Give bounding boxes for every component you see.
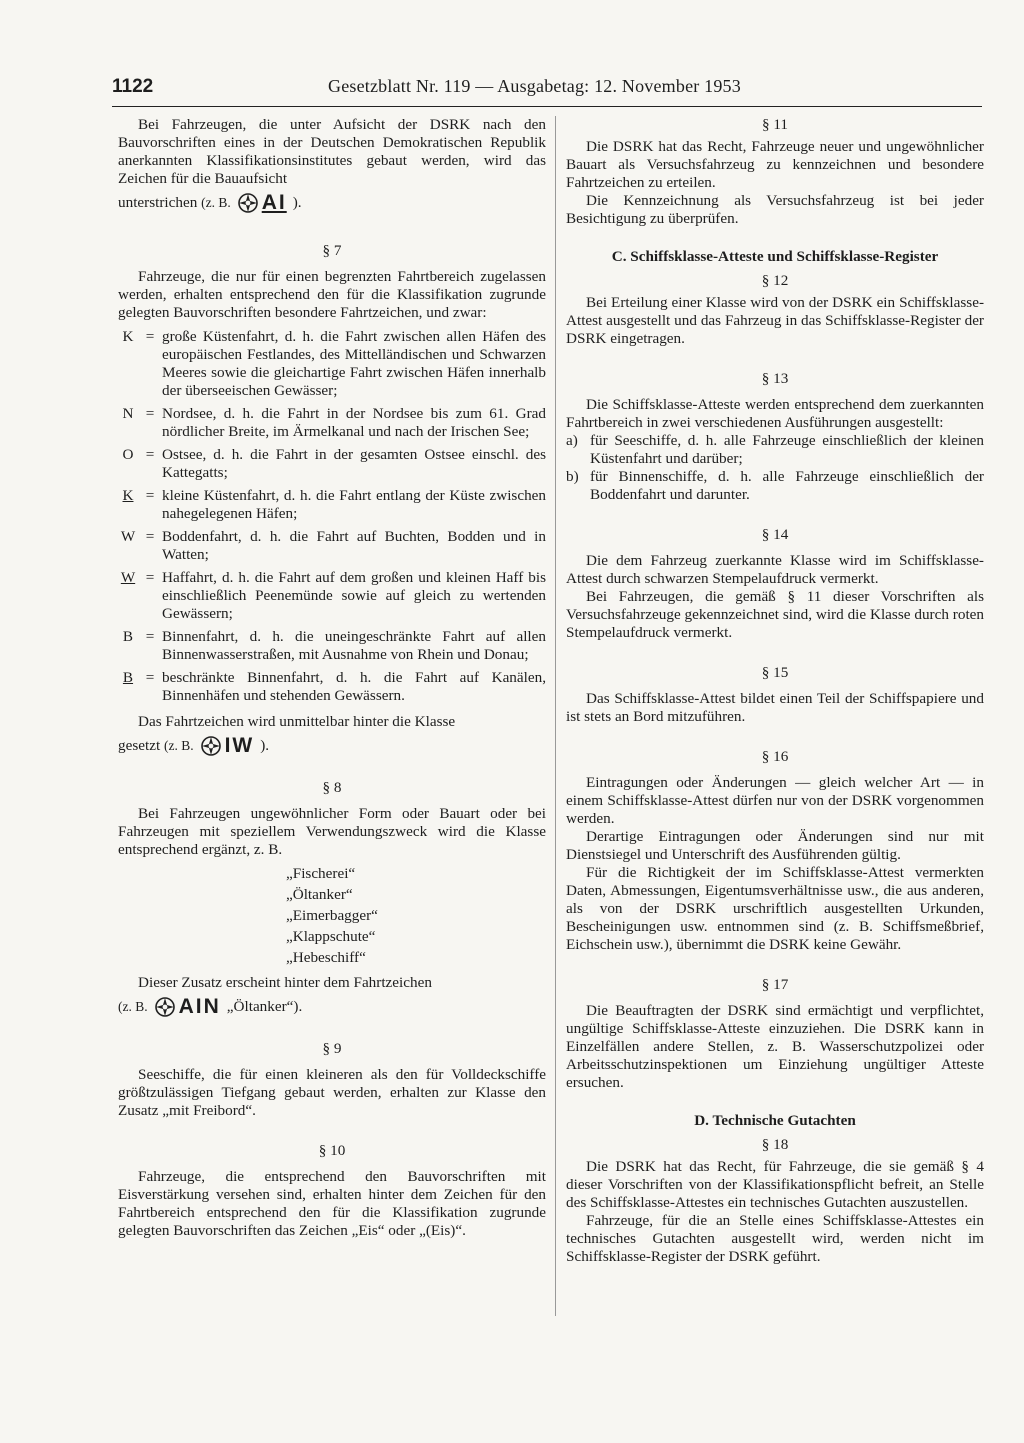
intro-end-text: unterstrichen [118, 194, 198, 211]
definition-text: Haffahrt, d. h. die Fahrt auf dem großen und kleinen Haff bis einschließlich Peenemünde sowie auf gleich zu wertenden Gewässern; [162, 569, 546, 622]
section-8-eg-text: (z. B. [118, 999, 148, 1014]
section-heading-12: § 12 [761, 272, 789, 289]
definition-item [118, 328, 546, 400]
example-item: „Hebeschiff“ [286, 949, 366, 966]
definition-text: beschränkte Binnenfahrt, d. h. die Fahrt auf Kanälen, Binnenhäfen und stehenden Gewässern. [162, 669, 546, 704]
section-8-close-text: „Öltanker“). [226, 998, 303, 1015]
section-11-text-1: Die DSRK hat das Recht, Fahrzeuge neuer und ungewöhnlicher Bauart als Versuchsfahrzeug zu kennzeichnen und besondere Fahrtzeichen zu erteilen. [566, 138, 984, 191]
definition-code: O [122, 446, 134, 463]
definition-item [118, 669, 546, 705]
fahrtzeichen-mark [200, 735, 255, 757]
fahrtzeichen-mark-line [118, 735, 546, 757]
section-9-text: Seeschiffe, die für einen kleineren als den für Volldeckschiffe größtzulässigen Tiefgang gebaut werden, erhalten zur Klasse den Zusatz „mit Freibord“. [118, 1066, 546, 1119]
sub-item [566, 468, 984, 504]
section-heading-14: § 14 [761, 526, 789, 543]
section-c-heading: C. Schiffsklasse-Atteste und Schiffsklasse-Register [611, 248, 939, 265]
section-heading-7: § 7 [322, 242, 342, 259]
definition-equals: = [145, 669, 155, 686]
running-title: Gesetzblatt Nr. 119 — Ausgabetag: 12. November 1953 [328, 76, 741, 96]
zusatz-mark [154, 996, 221, 1018]
section-17-text: Die Beauftragten der DSRK sind ermächtigt und verpflichtet, ungültige Schiffsklasse-Atteste einzuziehen. Die DSRK kann in Einzelfällen andere Stellen, z. B. Wasserschutzpolizei oder Arbeitsschutzinspektionen um Einziehung ungültiger Atteste ersuchen. [566, 1002, 984, 1091]
section-18-text-1: Die DSRK hat das Recht, für Fahrzeuge, die sie gemäß § 4 dieser Vorschriften von der Klassifikationspflicht befreit, an Stelle des Schiffsklasse-Attestes ein technisches Gutachten auszustellen. [566, 1158, 984, 1211]
section-heading-9: § 9 [322, 1040, 342, 1057]
maltese-cross-icon [200, 735, 222, 757]
definition-equals: = [145, 569, 155, 586]
maltese-cross-icon [154, 996, 176, 1018]
definition-equals: = [145, 487, 155, 504]
section-11-text-2: Die Kennzeichnung als Versuchsfahrzeug ist bei jeder Besichtigung zu überprüfen. [566, 192, 984, 227]
section-heading-10: § 10 [318, 1142, 346, 1159]
section-heading-11: § 11 [761, 116, 788, 133]
section-8-text: Bei Fahrzeugen ungewöhnlicher Form oder Bauart oder bei Fahrzeugen mit speziellem Verwendungszweck wird die Klasse entsprechend ergänzt, z. B. [118, 805, 546, 858]
section-16-text-2: Derartige Eintragungen oder Änderungen sind nur mit Dienstsiegel und Unterschrift des Ausführenden gültig. [566, 828, 984, 863]
definition-text: Boddenfahrt, d. h. die Fahrt auf Buchten, Bodden und in Watten; [162, 528, 546, 563]
section-d-heading: D. Technische Gutachten [694, 1112, 856, 1129]
definition-code: K [122, 328, 134, 345]
definition-code: K [122, 487, 134, 504]
sub-item-text: für Binnenschiffe, d. h. alle Fahrzeuge einschließlich der Boddenfahrt und darunter. [590, 468, 984, 503]
section-heading-13: § 13 [761, 370, 789, 387]
section-16-text-1: Eintragungen oder Änderungen — gleich welcher Art — in einem Schiffsklasse-Attest dürfen nur von der DSRK vorgenommen werden. [566, 774, 984, 827]
definition-text: kleine Küstenfahrt, d. h. die Fahrt entlang der Küste zwischen nahegelegenen Häfen; [162, 487, 546, 522]
definition-item [118, 628, 546, 664]
intro-eg-text: (z. B. [201, 195, 231, 210]
definition-text: Nordsee, d. h. die Fahrt in der Nordsee bis zum 61. Grad nördlicher Breite, im Ärmelkanal und nach der Irischen See; [162, 405, 546, 440]
definition-code: W [120, 528, 136, 545]
definition-equals: = [145, 528, 155, 545]
sub-item-text: für Seeschiffe, d. h. alle Fahrzeuge einschließlich der kleinen Küstenfahrt und darüber; [590, 432, 984, 467]
section-heading-8: § 8 [322, 779, 342, 796]
section-heading-16: § 16 [761, 748, 789, 765]
section-15-text: Das Schiffsklasse-Attest bildet einen Teil der Schiffspapiere und ist stets an Bord mitzuführen. [566, 690, 984, 725]
section-heading-15: § 15 [761, 664, 789, 681]
definition-equals: = [145, 405, 155, 422]
fahrtzeichen-list [118, 328, 546, 705]
section-8-after-text: Dieser Zusatz erscheint hinter dem Fahrtzeichen [138, 974, 432, 991]
section-14-text-1: Die dem Fahrzeug zuerkannte Klasse wird im Schiffsklasse-Attest durch schwarzen Stempelaufdruck vermerkt. [566, 552, 984, 587]
section-7-after-end: gesetzt [118, 737, 161, 754]
class-mark-letters: AI [261, 191, 287, 214]
definition-code: B [122, 628, 134, 645]
definition-item [118, 405, 546, 441]
definition-item [118, 569, 546, 623]
intro-close-text: ). [292, 194, 302, 211]
section-16-text-3: Für die Richtigkeit der im Schiffsklasse-Attest vermerkten Daten, Abmessungen, Eigentumsverhältnisse usw., die aus anderen, als von der DSRK urschriftlich ausgestellten Urkunden, Bescheinigungen usw. entnommen sind (z. B. Schiffsmeßbrief, Eichschein usw.), übernimmt die DSRK keine Gewähr. [566, 864, 984, 953]
fahrtzeichen-mark-letters: IW [224, 734, 255, 757]
example-item: „Fischerei“ [286, 865, 356, 882]
zusatz-mark-line [118, 996, 546, 1018]
definition-item [118, 446, 546, 482]
sub-item [566, 432, 984, 468]
left-column [118, 116, 546, 1240]
definition-equals: = [145, 446, 155, 463]
definition-text: große Küstenfahrt, d. h. die Fahrt zwischen allen Häfen des europäischen Festlandes, des Mittelländischen und Schwarzen Meeres sowie die gleichartige Fahrt zwischen Häfen innerhalb der überseeischen Gewässer; [162, 328, 546, 399]
sub-item-letter: a) [566, 432, 578, 449]
maltese-cross-icon [237, 192, 259, 214]
definition-code: W [120, 569, 136, 586]
section-7-close-text: ). [260, 737, 270, 754]
section-heading-17: § 17 [761, 976, 789, 993]
sub-item-letter: b) [566, 468, 579, 485]
page-header [112, 72, 982, 107]
intro-paragraph: Bei Fahrzeugen, die unter Aufsicht der DSRK nach den Bauvorschriften eines in der Deutschen Demokratischen Republik anerkannten Klassifikationsinstitutes gebaut werden, wird das Zeichen für die Bauaufsicht [118, 116, 546, 187]
zusatz-mark-letters: AIN [178, 995, 221, 1018]
section-7-text: Fahrzeuge, die nur für einen begrenzten Fahrtbereich zugelassen werden, erhalten entsprechend den für die Klassifikation zugrunde gelegten Bauvorschriften besondere Fahrtzeichen, und zwar: [118, 268, 546, 321]
definition-code: B [122, 669, 134, 686]
section-13-text: Die Schiffsklasse-Atteste werden entsprechend dem zuerkannten Fahrtbereich in zwei verschiedenen Ausführungen ausgestellt: [566, 396, 984, 431]
section-14-text-2: Bei Fahrzeugen, die gemäß § 11 dieser Vorschriften als Versuchsfahrzeuge gekennzeichnet sind, wird die Klasse durch roten Stempelaufdruck vermerkt. [566, 588, 984, 641]
example-item: „Eimerbagger“ [286, 907, 378, 924]
section-18-text-2: Fahrzeuge, für die an Stelle eines Schiffsklasse-Attestes ein technisches Gutachten ausgestellt wird, werden nicht im Schiffsklasse-Register der DSRK geführt. [566, 1212, 984, 1265]
definition-code: N [122, 405, 134, 422]
section-7-eg-text: (z. B. [163, 738, 194, 753]
definition-item [118, 487, 546, 523]
section-7-after-text: Das Fahrtzeichen wird unmittelbar hinter die Klasse [138, 713, 456, 730]
definition-text: Ostsee, d. h. die Fahrt in der gesamten Ostsee einschl. des Kattegatts; [162, 446, 546, 481]
example-item: „Klappschute“ [286, 928, 376, 945]
definition-item [118, 528, 546, 564]
right-column [566, 116, 984, 1266]
intro-mark-line [118, 192, 546, 214]
column-divider [555, 116, 556, 1316]
definition-equals: = [145, 628, 155, 645]
class-mark [237, 192, 287, 214]
example-item: „Öltanker“ [286, 886, 353, 903]
definition-equals: = [145, 328, 155, 345]
page-number: 1122 [112, 76, 154, 97]
section-heading-18: § 18 [761, 1136, 789, 1153]
section-10-text: Fahrzeuge, die entsprechend den Bauvorschriften mit Eisverstärkung versehen sind, erhalten hinter dem Zeichen für den Fahrtbereich entsprechend den für die Klassifikation zugrunde gelegten Bauvorschriften das Zeichen „Eis“ oder „(Eis)“. [118, 1168, 546, 1239]
example-list [286, 863, 546, 968]
definition-text: Binnenfahrt, d. h. die uneingeschränkte Fahrt auf allen Binnenwasserstraßen, mit Ausnahme von Rhein und Donau; [162, 628, 546, 663]
section-12-text: Bei Erteilung einer Klasse wird von der DSRK ein Schiffsklasse-Attest ausgestellt und das Fahrzeug in das Schiffsklasse-Register der DSRK eingetragen. [566, 294, 984, 347]
